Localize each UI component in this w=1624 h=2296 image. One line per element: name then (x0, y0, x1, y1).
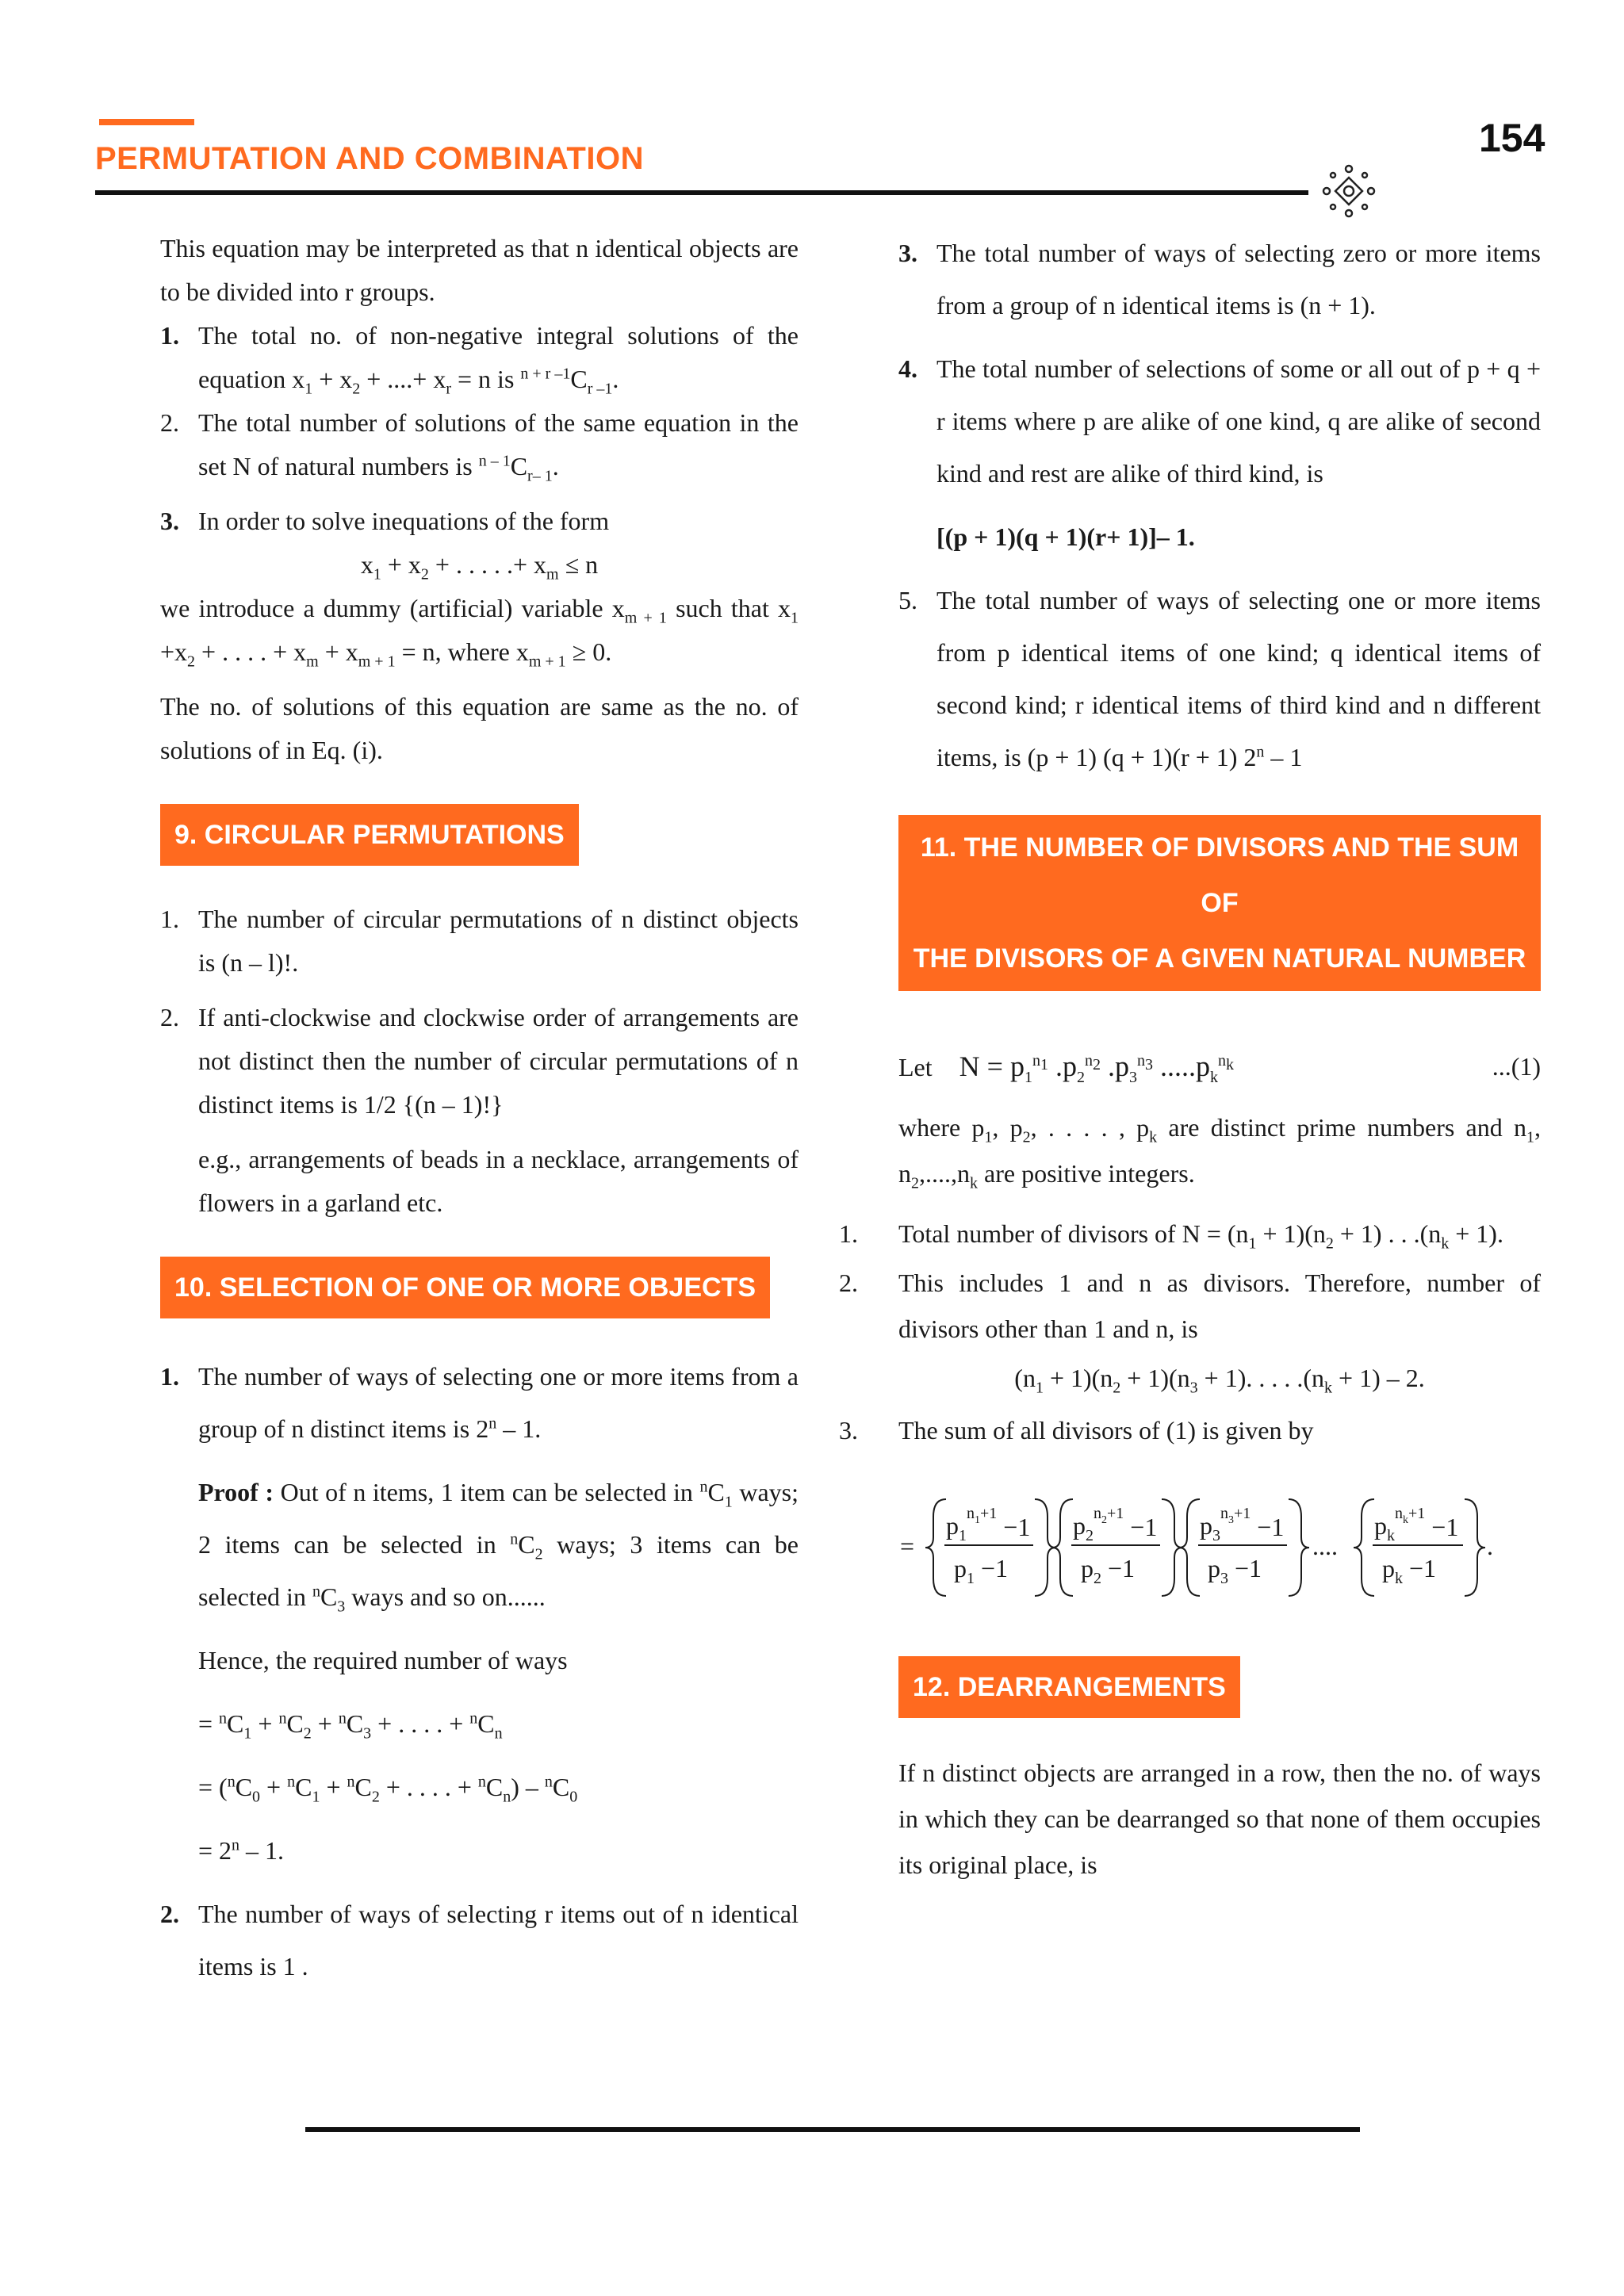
footer-rule (305, 2127, 1360, 2132)
example-text: e.g., arrangements of beads in a necklace, arrangements of flowers in a garland etc. (198, 1145, 799, 1217)
list-item (160, 499, 799, 543)
dummy-where: = n, where x (401, 637, 529, 666)
positive-text: are positive integers. (984, 1159, 1195, 1188)
proof-text: Out of n items, 1 item can be selected in (280, 1478, 693, 1506)
dearrangement-paragraph: If n distinct objects are arranged in a row, then the no. of ways in which they can be dearranged so that none of them occupies its original place, is (898, 1758, 1541, 1879)
section-heading-line: 11. THE NUMBER OF DIVISORS AND THE SUM OF (920, 832, 1519, 918)
section-heading-line: THE DIVISORS OF A GIVEN NATURAL NUMBER (913, 943, 1526, 974)
item-number: 2. (839, 1269, 858, 1297)
item-number: 1. (160, 321, 179, 350)
hence-text: Hence, the required number of ways (198, 1646, 568, 1674)
list-item: 1. The total no. of non-negative integral solutions of the equation $x_1 + x_2$ + ....+ $x_r = n$ is $^{n + r -1}C_{r -1}$. (160, 314, 799, 401)
chapter-title: PERMUTATION AND COMBINATION (95, 141, 644, 176)
proof-paragraph: Proof : Out of n items, 1 item can be selected in $^nC_1$ ways; 2 items can be selected in $^nC_2$ ways; 3 items can be selected in $^nC_3$ ways and so on...... (198, 1478, 799, 1616)
left-column (160, 227, 799, 1992)
ornament-icon (1320, 163, 1377, 220)
n-factorization: $N = p_1^{n_1}$ $.p_2^{n_2}$ $.p_3^{n_3}$ $.....p_k^{n_k}$ (959, 1050, 1234, 1087)
item-text: The total number of ways of selecting one or more items from p identical items of one kind; q identical items of second kind; r identical items of third kind and n different items, is (p + 1) (q + 1)(r + 1) 2 (936, 586, 1541, 771)
list-item: 2. The total number of solutions of the same equation in the set N of natural numbers is $^{n - 1}C_{r- 1}$. (160, 401, 799, 488)
list-item (898, 227, 1541, 331)
item-text: The sum of all divisors of (1) is given by (898, 1416, 1314, 1445)
right-column (839, 227, 1541, 1888)
section-heading-selection: 10. SELECTION OF ONE OR MORE OBJECTS (160, 1257, 770, 1318)
list-item: 1. The number of ways of selecting one or more items from a group of n distinct items is 2$^n$ – 1. Proof : Out of n items, 1 item can be selected in $^nC_1$ ways; 2 items can be selected in $^nC_2$ ways; 3 items can be selected in $^nC_3$ ways and so on...... Hence, the required number of ways = $^nC_1 + ^nC_2 + ^nC_3$ + . . . . + $^nC_n$ = ($^nC_0 + ^nC_1 + ^nC_2$ + . . . . + $^nC_n) - ^nC_0$ = $2^n - 1$. (160, 1350, 799, 1877)
item-number: 3. (839, 1416, 858, 1445)
proof-label: Proof : (198, 1478, 274, 1506)
svg-text:p2n2+1 −1: $p_2^n2+1 -1$ (1073, 1505, 1158, 1544)
svg-text:p1 −1: $p_1 -1$ (954, 1554, 1009, 1587)
header-rule (95, 190, 1308, 195)
item-number: 1. (160, 905, 179, 933)
svg-text:p1n1+1 −1: $p_1^n1+1 -1$ (946, 1505, 1031, 1544)
sum-of-divisors-formula (898, 1488, 1541, 1607)
list-item (839, 1260, 1541, 1404)
item-text: Total number of divisors of N = (n (898, 1219, 1249, 1248)
svg-text:p2 −1: $p_2 -1$ (1081, 1554, 1136, 1587)
item-number: 1. (160, 1362, 179, 1391)
svg-text:p3n3+1 −1: $p_3^n3+1 -1$ (1200, 1505, 1285, 1544)
list-item (160, 996, 799, 1225)
proof-end: ways and so on...... (351, 1582, 546, 1611)
where-text-body: are distinct prime numbers and (1168, 1113, 1503, 1142)
section-heading-dearrangements: 12. DEARRANGEMENTS (898, 1656, 1240, 1718)
dummy-such: such that x (676, 594, 791, 622)
equation-ref: ...(1) (1492, 1052, 1541, 1081)
item-number: 5. (898, 586, 917, 614)
dummy-variable-text: we introduce a dummy (artificial) variable $x_{m + 1}$ such that $x_1 +x_2$ + . . . . + $x_m + x_{m + 1} = n$, where $x_{m + 1} \ge 0$. (160, 594, 799, 671)
item-text: The total number of selections of some or all out of p + q + r items where p are alike of one kind, q are alike of second kind and rest are alike of third kind, is (936, 354, 1541, 488)
selection-formula: [(p + 1)(q + 1)(r+ 1)]– 1. (936, 522, 1195, 551)
divisors-other-formula: $(n_1 + 1)(n_2 + 1)(n_3 + 1)$. . . . $.(n_k + 1) - 2$. (1014, 1364, 1425, 1397)
list-item (160, 897, 799, 985)
svg-text:p3 −1: $p_3 -1$ (1208, 1554, 1262, 1587)
let-label: Let (898, 1053, 933, 1081)
item-number: 4. (898, 354, 917, 383)
item-text: The total number of solutions of the same equation in the set N of natural numbers is (198, 408, 799, 480)
list-item: 1. Total number of divisors of $N = (n_1 + 1)(n_2 + 1)$ . . $.(n_k + 1)$. (839, 1207, 1541, 1260)
item-number: 3. (160, 507, 179, 535)
sum-formula-2: = ($^nC_0 + ^nC_1 + ^nC_2$ + . . . . + $^nC_n) - ^nC_0$ (198, 1773, 578, 1806)
page-number: 154 (1479, 116, 1545, 160)
sum-formula-3: = $2^n - 1$. (198, 1836, 285, 1865)
item-number: 2. (160, 408, 179, 437)
item-number: 3. (898, 239, 917, 267)
item-text: This includes 1 and n as divisors. Therefore, number of divisors other than 1 and n, is (898, 1269, 1541, 1343)
item-number: 2. (160, 1900, 179, 1928)
item-text: The total number of ways of selecting zero or more items from a group of n identical items is (n + 1). (936, 239, 1541, 320)
item-number: 2. (160, 1003, 179, 1031)
sum-formula-1: = $^nC_1 + ^nC_2 + ^nC_3$ + . . . . + $^nC_n$ (198, 1709, 503, 1743)
item-text: The number of ways of selecting r items out of n identical items is 1 . (198, 1900, 799, 1980)
intro-paragraph: This equation may be interpreted as that n identical objects are to be divided into r groups. (160, 234, 799, 306)
proof-ways: ways; 2 items can be selected in (198, 1478, 799, 1559)
section-heading-circular-permutations: 9. CIRCULAR PERMUTATIONS (160, 804, 579, 866)
svg-text:.: . (1487, 1532, 1493, 1560)
header-accent-bar (99, 119, 194, 125)
item-text: In order to solve inequations of the form (198, 507, 610, 535)
item-text: The number of circular permutations of n distinct objects is (n – l)!. (198, 905, 799, 977)
list-item (898, 342, 1541, 563)
where-text: where $p_1$, $p_2$, . . . . , $p_k$ are distinct prime numbers and $n_1$, $n_2,....,n_k$ are positive integers. (898, 1113, 1541, 1192)
definition-line (898, 1040, 1541, 1093)
list-item: 5. The total number of ways of selecting one or more items from p identical items of one kind; q identical items of second kind; r identical items of third kind and n different items, is (p + 1) (q + 1)(r + 1) 2$^n$ – 1 (898, 574, 1541, 783)
list-item (839, 1404, 1541, 1456)
solutions-paragraph: The no. of solutions of this equation are same as the no. of solutions of in Eq. (i). (160, 692, 799, 764)
item-text: If anti-clockwise and clockwise order of arrangements are not distinct then the number of circular permutations of n distinct items is 1/2 {(n – 1)!} (198, 1003, 799, 1119)
proof-ways3: ways; 3 items can be selected in (198, 1530, 799, 1611)
item-text: The number of ways of selecting one or more items from a group of n distinct items is 2 (198, 1362, 799, 1443)
item-number: 1. (839, 1219, 858, 1248)
svg-text:pknk+1 −1: $p_k^nk+1 -1$ (1374, 1505, 1459, 1544)
svg-text:pk −1: $p_k -1$ (1382, 1554, 1437, 1587)
dummy-text: we introduce a dummy (artificial) variable x (160, 594, 625, 622)
item-text: The total no. of non-negative integral solutions of the equation x (198, 321, 799, 393)
svg-text:....: .... (1312, 1532, 1338, 1560)
svg-text:=: = (900, 1532, 915, 1560)
section-heading-divisors (898, 815, 1541, 991)
inequation-formula: $x_1 + x_2$ + . . . . .+ $x_m \le n$ (360, 550, 599, 584)
list-item (160, 1888, 799, 1992)
